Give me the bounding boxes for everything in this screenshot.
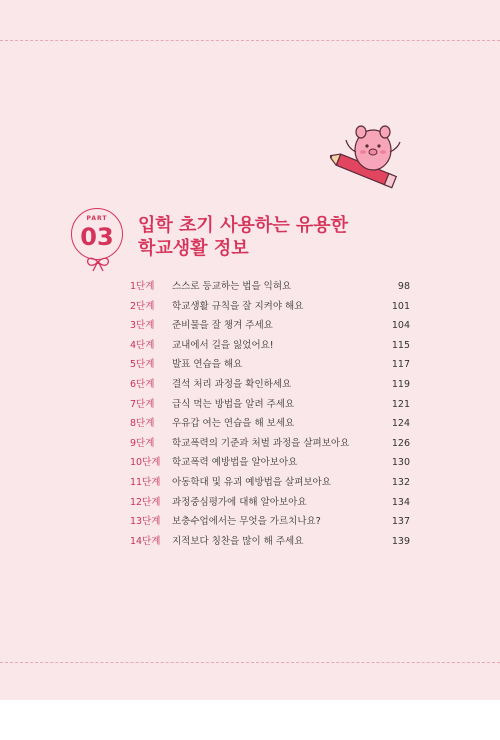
toc-page-number: 130 bbox=[391, 457, 410, 469]
toc-text: 급식 먹는 방법을 알려 주세요 bbox=[172, 398, 295, 410]
toc-row bbox=[130, 493, 410, 513]
toc-text: 스스로 등교하는 법을 익혀요 bbox=[172, 281, 292, 292]
toc-page-number: 124 bbox=[391, 418, 410, 430]
toc-step: 14단계 bbox=[130, 535, 161, 547]
toc-step: 2단계 bbox=[130, 300, 155, 312]
toc-page-number: 121 bbox=[391, 398, 410, 410]
toc-page-number: 139 bbox=[391, 535, 410, 547]
toc-page-number: 98 bbox=[397, 281, 410, 292]
bottom-dashed-divider bbox=[0, 662, 500, 663]
toc-row bbox=[130, 532, 410, 552]
toc-page-number: 115 bbox=[391, 339, 410, 351]
toc-step: 10단계 bbox=[130, 457, 161, 469]
part-label: PART bbox=[86, 215, 108, 222]
toc-page-number: 101 bbox=[391, 300, 410, 312]
toc-page-number: 132 bbox=[391, 476, 410, 488]
toc-text: 학교생활 규칙을 잘 지켜야 해요 bbox=[172, 300, 304, 312]
toc-text: 준비물을 잘 챙겨 주세요 bbox=[172, 320, 273, 332]
toc-step: 9단계 bbox=[130, 437, 155, 449]
toc-row bbox=[130, 473, 410, 493]
part-number: 03 bbox=[80, 223, 114, 251]
toc-text: 아동학대 및 유괴 예방법을 살펴보아요 bbox=[172, 476, 331, 488]
toc-row bbox=[130, 453, 410, 473]
toc-page-number: 137 bbox=[391, 516, 410, 528]
toc-page-number: 104 bbox=[391, 320, 410, 332]
toc-text: 교내에서 길을 잃었어요! bbox=[172, 339, 274, 351]
toc-text: 학교폭력 예방법을 알아보아요 bbox=[172, 457, 298, 469]
toc-text: 과정중심평가에 대해 알아보아요 bbox=[172, 496, 307, 508]
top-dashed-divider bbox=[0, 40, 500, 41]
table-of-contents bbox=[130, 277, 410, 551]
toc-text: 결석 처리 과정을 확인하세요 bbox=[172, 378, 292, 390]
toc-page-number: 134 bbox=[391, 496, 410, 508]
toc-row bbox=[130, 375, 410, 395]
toc-row bbox=[130, 414, 410, 434]
toc-page-number: 126 bbox=[391, 437, 410, 449]
toc-step: 7단계 bbox=[130, 398, 155, 410]
toc-row bbox=[130, 355, 410, 375]
toc-step: 13단계 bbox=[130, 516, 161, 528]
toc-row bbox=[130, 277, 410, 297]
part-title-line-1: 입학 초기 사용하는 유용한 bbox=[138, 215, 349, 236]
toc-text: 보충수업에서는 무엇을 가르치나요? bbox=[172, 516, 321, 528]
toc-text: 지적보다 칭찬을 많이 해 주세요 bbox=[172, 535, 304, 547]
pig-riding-pencil-illustration bbox=[330, 122, 408, 194]
toc-text: 우유갑 여는 연습을 해 보세요 bbox=[172, 418, 295, 430]
toc-step: 5단계 bbox=[130, 359, 155, 371]
toc-row bbox=[130, 297, 410, 317]
toc-step: 4단계 bbox=[130, 339, 155, 351]
toc-row bbox=[130, 316, 410, 336]
toc-text: 발표 연습을 해요 bbox=[172, 359, 243, 371]
toc-page-number: 117 bbox=[391, 359, 410, 371]
toc-row bbox=[130, 395, 410, 415]
toc-step: 8단계 bbox=[130, 418, 155, 430]
toc-text: 학교폭력의 기준과 처벌 과정을 살펴보아요 bbox=[172, 437, 350, 449]
part-title bbox=[138, 214, 398, 260]
toc-step: 11단계 bbox=[130, 476, 161, 488]
ribbon-bow-icon bbox=[84, 256, 112, 272]
part-title-line-2: 학교생활 정보 bbox=[138, 238, 249, 259]
part-badge bbox=[68, 208, 128, 274]
toc-page-number: 119 bbox=[391, 378, 410, 390]
toc-row bbox=[130, 512, 410, 532]
toc-step: 3단계 bbox=[130, 320, 155, 332]
toc-step: 12단계 bbox=[130, 496, 161, 508]
toc-step: 6단계 bbox=[130, 378, 155, 390]
toc-step: 1단계 bbox=[130, 281, 155, 292]
toc-row bbox=[130, 434, 410, 454]
toc-row bbox=[130, 336, 410, 356]
